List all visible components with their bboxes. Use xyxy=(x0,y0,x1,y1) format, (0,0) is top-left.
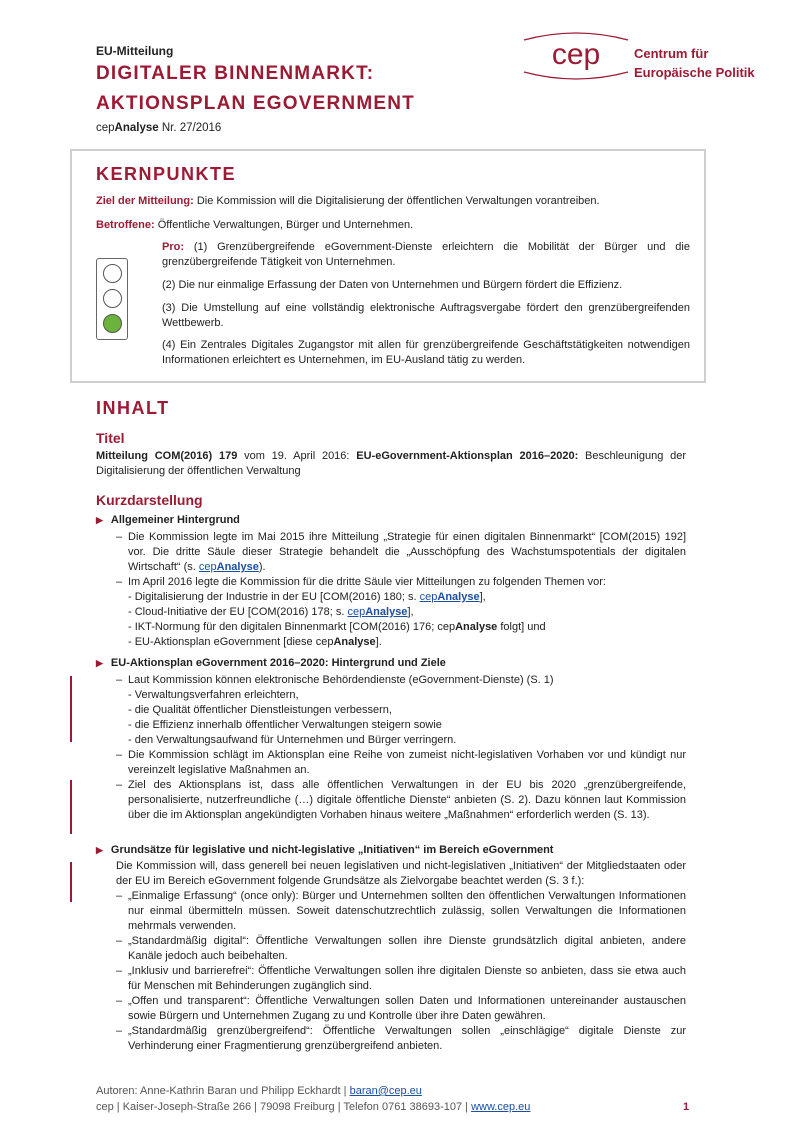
document-kicker: EU-Mitteilung xyxy=(96,44,174,58)
cep-analyse-link[interactable]: cepAnalyse xyxy=(419,591,480,603)
section-list-principles xyxy=(116,889,686,1054)
sub-item: - die Effizienz innerhalb öffentlicher Verwaltungen steigern sowie xyxy=(128,719,442,731)
content-heading: INHALT xyxy=(96,398,170,418)
traffic-light-green-lamp xyxy=(103,314,122,333)
triangle-bullet-icon: ▶ xyxy=(96,658,103,668)
section-heading-background: ▶ Allgemeiner Hintergrund xyxy=(96,514,240,526)
sub-item: - die Qualität öffentlicher Dienstleistungen verbessern, xyxy=(128,704,392,716)
sub-item: - Cloud-Initiative der EU [COM(2016) 178; s. cepAnalyse], xyxy=(128,606,414,618)
list-item: – Die Kommission schlägt im Aktionsplan eine Reihe von zumeist nicht-legislativen Vorhaben vor und kündigt nur vereinzelt legislative Maßnahmen an. xyxy=(116,748,686,778)
section-list-plan xyxy=(116,673,686,823)
title-section-heading: Titel xyxy=(96,430,125,446)
sub-item: - Digitalisierung der Industrie in der EU [COM(2016) 180; s. cepAnalyse], xyxy=(128,591,486,603)
pro-point-4: (4) Ein Zentrales Digitales Zugangstor mit allen für grenzübergreifende Geschäftstätigkeiten notwendigen Informationen erleichtert es Unternehmen, im EU-Ausland tätig zu werden. xyxy=(162,339,690,366)
pro-point-1: Pro: (1) Grenzübergreifende eGovernment-Dienste erleichtern die Mobilität der Bürger und die grenzübergreifende Tätigkeit von Unternehmen. xyxy=(162,241,690,268)
summary-heading: Kurzdarstellung xyxy=(96,492,203,508)
website-link[interactable]: www.cep.eu xyxy=(471,1101,531,1113)
list-item: – „Standardmäßig digital“: Öffentliche Verwaltungen sollen ihre Dienste grundsätzlich digital anbieten, andere Kanäle jedoch auch beibehalten. xyxy=(116,934,686,964)
change-marker xyxy=(70,780,72,834)
cep-logo xyxy=(520,30,632,82)
list-item: – Ziel des Aktionsplans ist, dass alle öffentlichen Verwaltungen in der EU bis 2020 „grenzübergreifende, personalisierte, nutzerfreundliche (…) digitale öffentliche Dienste“ anbieten (S. 2). Dazu können laut Kommission über die im Aktionsplan angekündigten Vorhaben hinaus weitere „Maßnahmen“ erforderlich werden (S. 13). xyxy=(116,778,686,823)
document-title-line1: DIGITALER BINNENMARKT: xyxy=(96,63,375,84)
sub-item: - Verwaltungsverfahren erleichtern, xyxy=(128,689,299,701)
affected-line: Betroffene: Öffentliche Verwaltungen, Bürger und Unternehmen. xyxy=(96,219,414,231)
triangle-bullet-icon: ▶ xyxy=(96,515,103,525)
footer-authors: Autoren: Anne-Kathrin Baran und Philipp Eckhardt | baran@cep.eu xyxy=(96,1085,422,1097)
sub-item: - IKT-Normung für den digitalen Binnenmarkt [COM(2016) 176; cepAnalyse folgt] und xyxy=(128,621,546,633)
triangle-bullet-icon: ▶ xyxy=(96,845,103,855)
pro-point-3: (3) Die Umstellung auf eine vollständig elektronische Auftragsvergabe fördert den grenzübergreifenden Wettbewerb. xyxy=(162,302,690,329)
traffic-light-red-lamp xyxy=(103,264,122,283)
cep-analyse-link[interactable]: cepAnalyse xyxy=(347,606,408,618)
sub-item: - EU-Aktionsplan eGovernment [diese cepAnalyse]. xyxy=(128,636,382,648)
list-item: – „Offen und transparent“: Öffentliche Verwaltungen sollen Daten und Informationen untereinander austauschen sowie Bürgern und Unternehmen Zugang zu und Kontrolle über ihre Daten gewähren. xyxy=(116,994,686,1024)
document-title-line2: AKTIONSPLAN EGOVERNMENT xyxy=(96,93,415,114)
list-item: – Laut Kommission können elektronische Behördendienste (eGovernment-Dienste) (S. 1) xyxy=(116,673,686,688)
logo-word: cep xyxy=(551,38,601,71)
principles-intro: Die Kommission will, dass generell bei neuen legislativen und nicht-legislativen „Initiativen“ der Mitgliedstaaten oder der EU im Bereich eGovernment folgende Grundsätze als Zielvorgabe beachtet werden (S. 3 f.): xyxy=(116,860,686,887)
organization-name: Centrum für Europäische Politik xyxy=(634,46,755,80)
change-marker xyxy=(70,676,72,742)
list-item: – „Einmalige Erfassung“ (once only): Bürger und Unternehmen sollten den öffentlichen Verwaltungen Informationen nur einmal übermitteln müssen. Soweit datenschutzrechtlich zulässig, sollen Verwaltungen die Informationen mehrmals verwenden. xyxy=(116,889,686,934)
footer-address: cep | Kaiser-Joseph-Straße 266 | 79098 Freiburg | Telefon 0761 38693-107 | www.cep.eu xyxy=(96,1101,531,1113)
sub-item: - den Verwaltungsaufwand für Unternehmen und Bürger verringern. xyxy=(128,734,457,746)
email-link[interactable]: baran@cep.eu xyxy=(349,1085,422,1097)
list-item: – „Standardmäßig grenzübergreifend“: Öffentliche Verwaltungen sollen „einschlägige“ digitale Dienste zur Verhinderung einer Fragmentierung grenzübergreifend anbieten. xyxy=(116,1024,686,1054)
key-points-heading: KERNPUNKTE xyxy=(96,164,237,184)
list-item: – Im April 2016 legte die Kommission für die dritte Säule vier Mitteilungen zu folgenden Themen vor: xyxy=(116,575,686,590)
traffic-light-yellow-lamp xyxy=(103,289,122,308)
pro-point-2: (2) Die nur einmalige Erfassung der Daten von Unternehmen und Bürgern fördert die Effizienz. xyxy=(162,279,623,291)
cep-analyse-link[interactable]: cepAnalyse xyxy=(198,561,259,573)
page-number: 1 xyxy=(683,1101,690,1113)
list-item: – Die Kommission legte im Mai 2015 ihre Mitteilung „Strategie für einen digitalen Binnenmarkt“ [COM(2015) 192] vor. Die dritte Säule dieser Strategie behandelt die „Ausschöpfung des Wachstumspotentials der digitalen Wirtschaft“ (s. cepAnalyse). xyxy=(116,530,686,575)
section-heading-plan: ▶ EU-Aktionsplan eGovernment 2016–2020: Hintergrund und Ziele xyxy=(96,657,446,669)
change-marker xyxy=(70,862,72,902)
analysis-reference: cepAnalyse Nr. 27/2016 xyxy=(96,122,222,134)
section-heading-principles: ▶ Grundsätze für legislative und nicht-legislative „Initiativen“ im Bereich eGovernment xyxy=(96,844,554,856)
section-list-background xyxy=(116,530,686,650)
goal-line: Ziel der Mitteilung: Die Kommission will die Digitalisierung der öffentlichen Verwaltungen vorantreiben. xyxy=(96,195,600,207)
traffic-light-icon xyxy=(96,258,128,340)
list-item: – „Inklusiv und barrierefrei“: Öffentliche Verwaltungen sollen ihre digitalen Dienste so anbieten, dass sie etwa auch für Menschen mit Behinderungen zugänglich sind. xyxy=(116,964,686,994)
title-section-text: Mitteilung COM(2016) 179 vom 19. April 2016: EU-eGovernment-Aktionsplan 2016–2020: Beschleunigung der Digitalisierung der öffentlichen Verwaltung xyxy=(96,450,687,477)
